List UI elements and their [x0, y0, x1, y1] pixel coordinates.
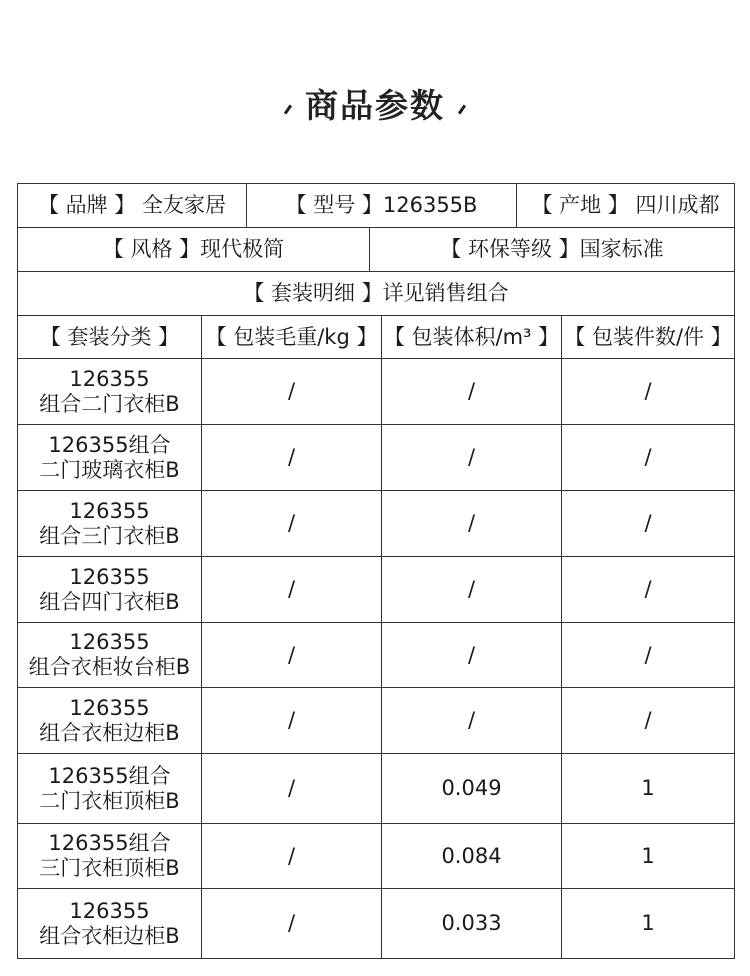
count-cell: /: [562, 688, 735, 753]
header-count: 【 包装件数/件 】: [562, 316, 735, 358]
volume-cell: 0.049: [382, 754, 562, 823]
volume-cell: /: [382, 557, 562, 622]
count-cell: /: [562, 491, 735, 556]
category-cell: 126355组合 二门衣柜顶柜B: [18, 754, 202, 823]
category-cell: 126355 组合二门衣柜B: [18, 359, 202, 424]
title-decoration-left: [284, 104, 292, 114]
table-row: [18, 754, 735, 824]
table-body: [18, 359, 735, 959]
page-title: 商品参数: [305, 85, 445, 125]
origin-cell: 【 产地 】 四川成都: [517, 184, 735, 227]
weight-cell: /: [202, 754, 382, 823]
table-row: [18, 491, 735, 557]
category-cell: 126355 组合四门衣柜B: [18, 557, 202, 622]
table-row: [18, 359, 735, 425]
table-row: [18, 425, 735, 491]
header-weight: 【 包装毛重/kg 】: [202, 316, 382, 358]
set-detail-cell: 【 套装明细 】详见销售组合: [18, 272, 735, 315]
volume-cell: /: [382, 623, 562, 687]
category-cell: 126355组合 二门玻璃衣柜B: [18, 425, 202, 490]
category-cell: 126355 组合衣柜边柜B: [18, 688, 202, 753]
weight-cell: /: [202, 623, 382, 687]
style-cell: 【 风格 】现代极简: [18, 228, 370, 271]
weight-cell: /: [202, 889, 382, 958]
volume-cell: /: [382, 359, 562, 424]
page-title-wrap: [0, 78, 750, 128]
count-cell: /: [562, 359, 735, 424]
volume-cell: /: [382, 425, 562, 490]
info-row-1: [18, 184, 735, 228]
header-row: [18, 316, 735, 359]
count-cell: 1: [562, 754, 735, 823]
count-cell: /: [562, 557, 735, 622]
eco-cell: 【 环保等级 】国家标准: [370, 228, 735, 271]
table-row: [18, 688, 735, 754]
brand-cell: 【 品牌 】 全友家居: [18, 184, 247, 227]
model-cell: 【 型号 】126355B: [247, 184, 517, 227]
volume-cell: 0.084: [382, 824, 562, 888]
weight-cell: /: [202, 491, 382, 556]
info-row-3: [18, 272, 735, 316]
table-row: [18, 623, 735, 688]
header-volume: 【 包装体积/m³ 】: [382, 316, 562, 358]
weight-cell: /: [202, 557, 382, 622]
weight-cell: /: [202, 425, 382, 490]
product-params-table: [17, 183, 735, 959]
weight-cell: /: [202, 359, 382, 424]
table-row: [18, 889, 735, 959]
volume-cell: /: [382, 491, 562, 556]
header-category: 【 套装分类 】: [18, 316, 202, 358]
count-cell: /: [562, 425, 735, 490]
count-cell: 1: [562, 824, 735, 888]
category-cell: 126355组合 三门衣柜顶柜B: [18, 824, 202, 888]
category-cell: 126355 组合衣柜妆台柜B: [18, 623, 202, 687]
weight-cell: /: [202, 824, 382, 888]
title-decoration-right: [458, 104, 466, 114]
table-row: [18, 557, 735, 623]
weight-cell: /: [202, 688, 382, 753]
count-cell: 1: [562, 889, 735, 958]
info-row-2: [18, 228, 735, 272]
table-row: [18, 824, 735, 889]
category-cell: 126355 组合三门衣柜B: [18, 491, 202, 556]
volume-cell: 0.033: [382, 889, 562, 958]
volume-cell: /: [382, 688, 562, 753]
count-cell: /: [562, 623, 735, 687]
category-cell: 126355 组合衣柜边柜B: [18, 889, 202, 958]
